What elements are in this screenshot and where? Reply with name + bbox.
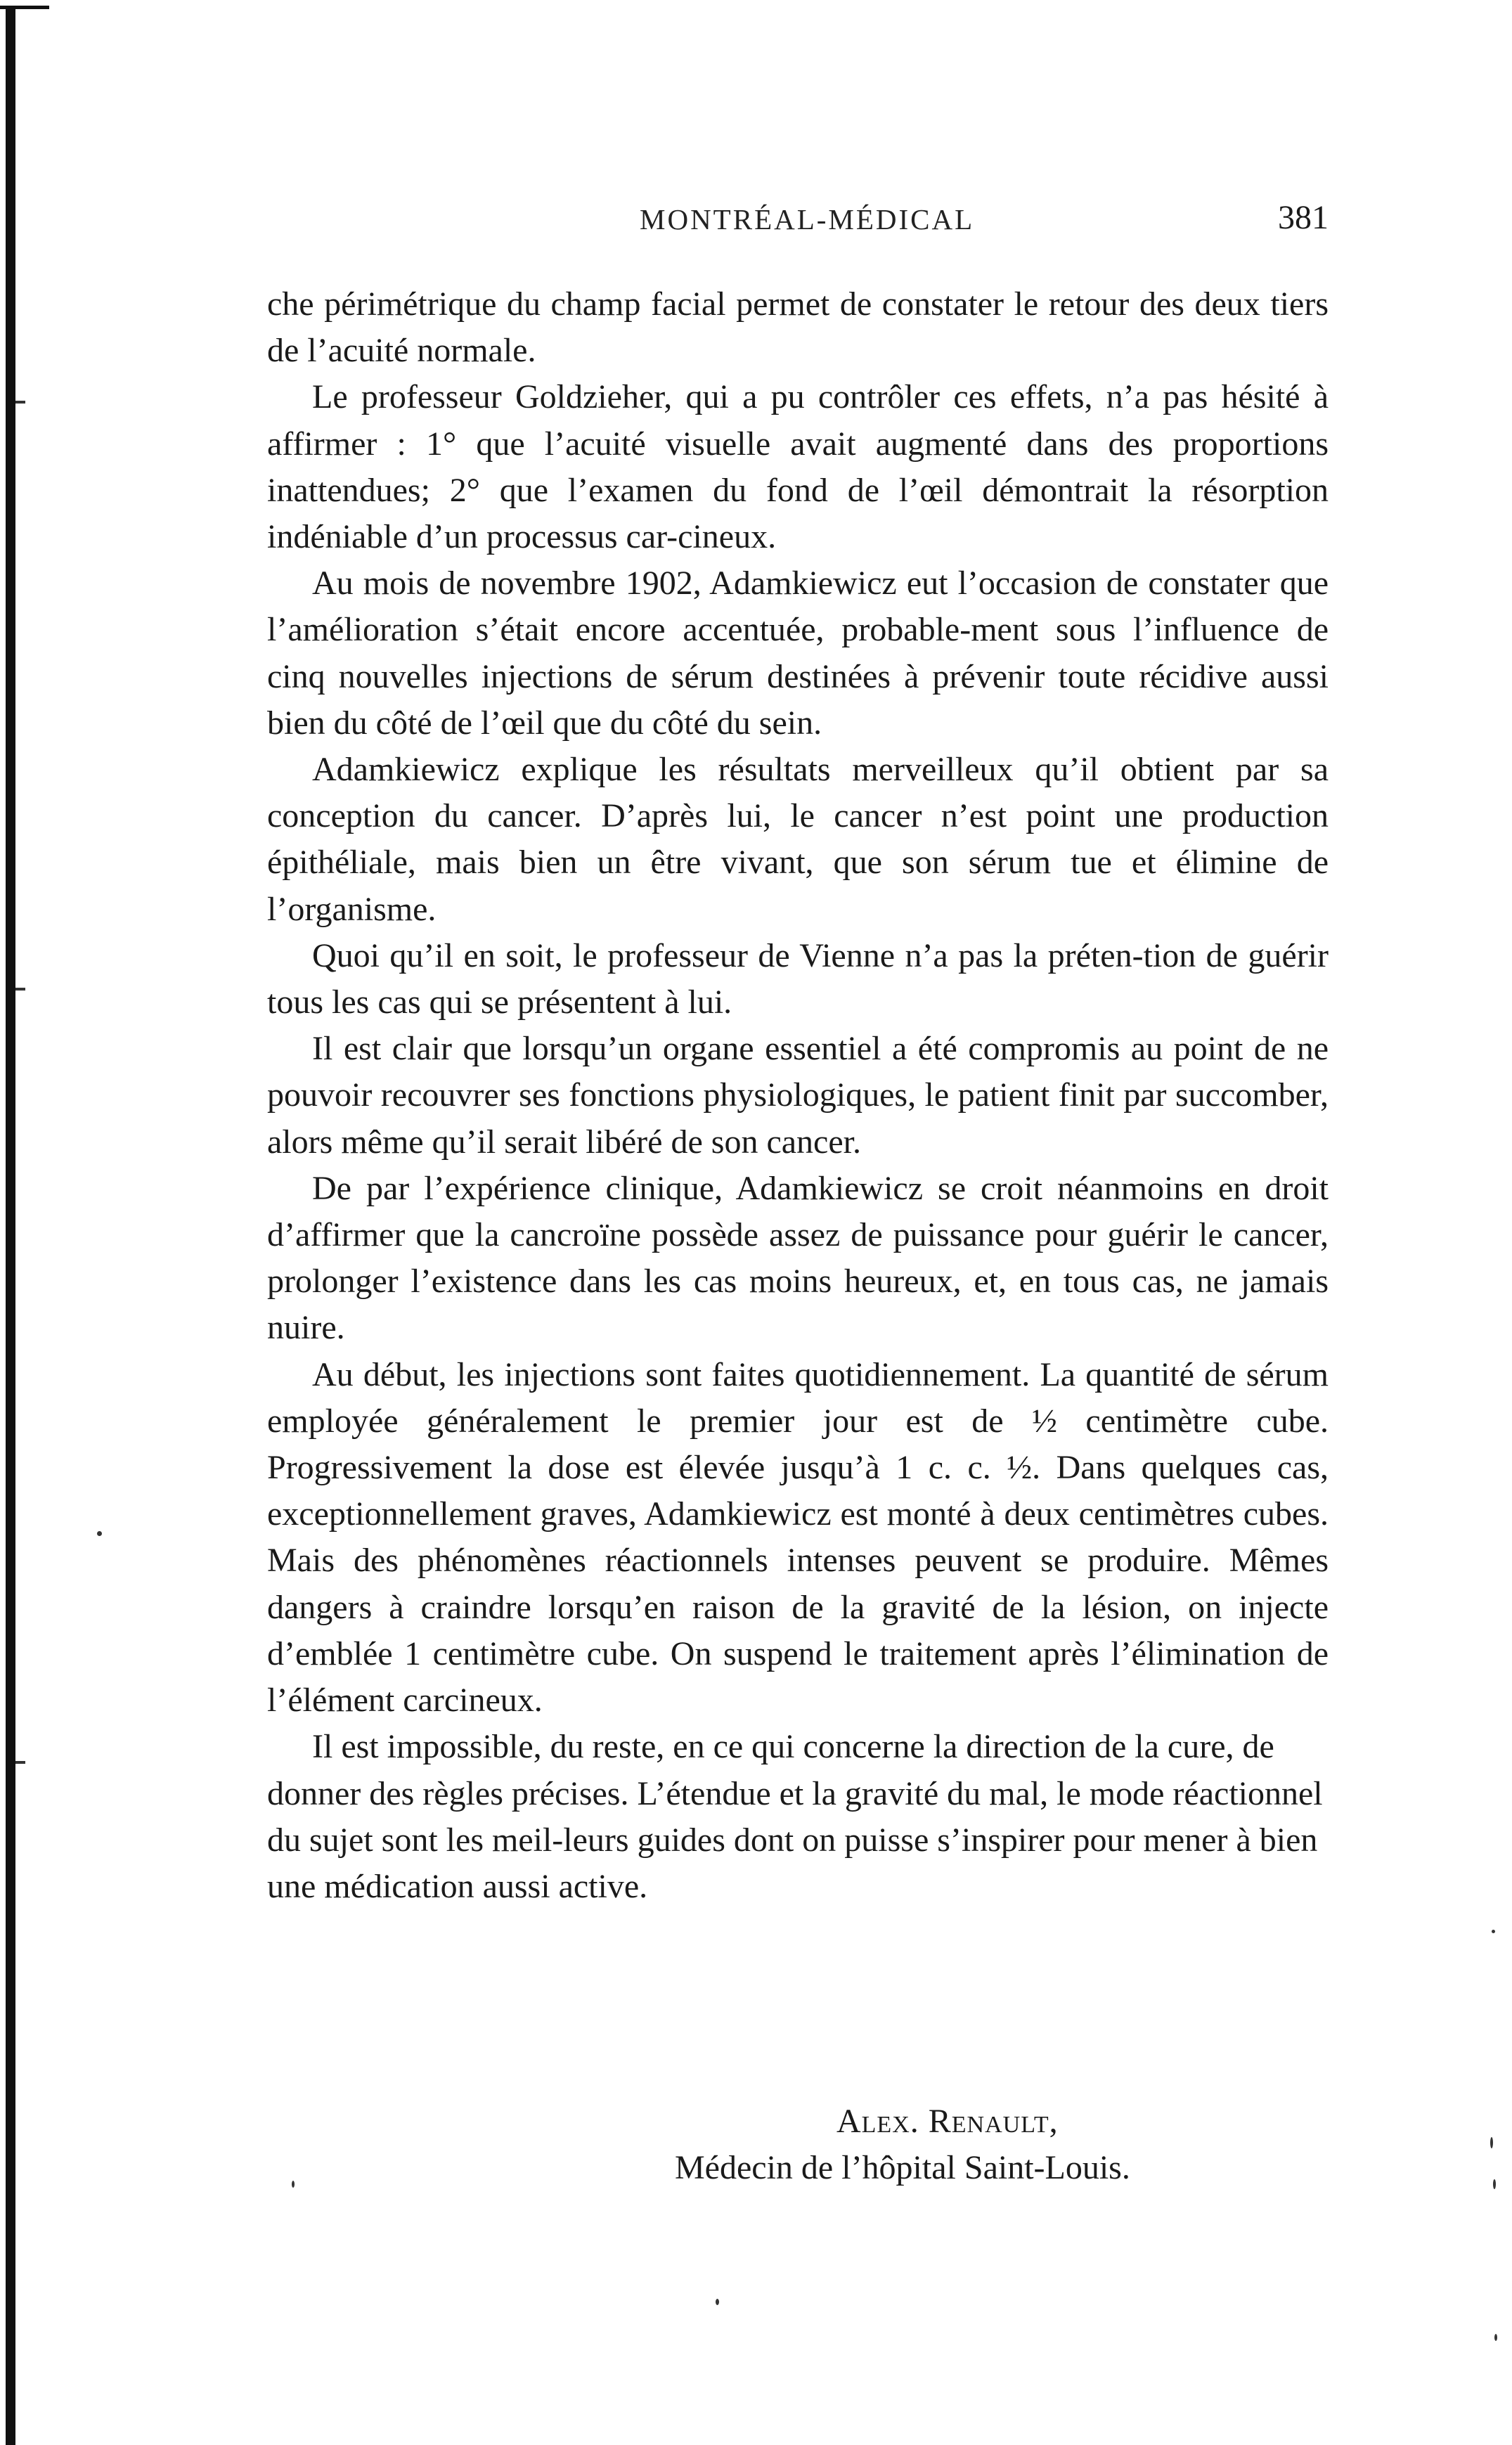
binding-mark — [15, 988, 25, 991]
paragraph: Le professeur Goldzieher, qui a pu contrôler ces effets, n’a pas hésité à affirmer : 1° que l’acuité visuelle avait augmenté dans des proportions inattendues; 2° que l’examen du fond de l’œil démontrait la résorption indéniable d’un processus car-cineux. — [267, 378, 1329, 556]
signature-block — [675, 2098, 1329, 2191]
paragraph: Il est impossible, du reste, en ce qui concerne la direction de la cure, de donner des règles précises. L’étendue et la gravité du mal, le mode réactionnel du sujet sont les meil-leurs guides dont on puisse s’inspirer pour mener à bien une médication aussi active. — [267, 1728, 1323, 1905]
scan-speck — [1493, 2179, 1496, 2189]
paragraph: Quoi qu’il en soit, le professeur de Vienne n’a pas la préten-tion de guérir tous les cas qui se présentent à lui. — [267, 936, 1329, 1021]
binding-edge — [6, 6, 15, 2445]
scan-speck — [1494, 2334, 1497, 2341]
binding-mark — [15, 401, 25, 404]
body-text — [267, 281, 1329, 1910]
page-number: 381 — [1278, 199, 1329, 236]
scan-speck — [716, 2299, 719, 2305]
scan-speck — [1492, 1930, 1495, 1933]
author-name: Alex. Renault, — [836, 2103, 1059, 2140]
author-title: Médecin de l’hôpital Saint-Louis. — [675, 2149, 1130, 2186]
paragraph: Au mois de novembre 1902, Adamkiewicz eut l’occasion de constater que l’amélioration s’était encore accentuée, probable-ment sous l’influence de cinq nouvelles injections de sérum destinées à prévenir toute récidive aussi bien du côté de l’œil que du côté du sein. — [267, 565, 1329, 742]
page-header — [267, 198, 1329, 240]
scan-speck — [1490, 2137, 1493, 2148]
paragraph: Au début, les injections sont faites quotidiennement. La quantité de sérum employée généralement le premier jour est de ½ centimètre cube. Progressivement la dose est élevée jusqu’à 1 c. c. ½. Dans quelques cas, exceptionnellement graves, Adamkiewicz est monté à deux centimètres cubes. Mais des phénomènes réactionnels intenses peuvent se produire. Mêmes dangers à craindre lorsqu’en raison de la gravité de la lésion, on injecte d’emblée 1 centimètre cube. On suspend le traitement après l’élimination de l’élément carcineux. — [267, 1355, 1329, 1720]
scan-speck — [292, 2181, 295, 2188]
paragraph: De par l’expérience clinique, Adamkiewicz se croit néanmoins en droit d’affirmer que la cancroïne possède assez de puissance pour guérir le cancer, prolonger l’existence dans les cas moins heureux, et, en tous cas, ne jamais nuire. — [267, 1169, 1329, 1347]
paragraph: Il est clair que lorsqu’un organe essentiel a été compromis au point de ne pouvoir recouvrer ses fonctions physiologiques, le patient finit par succomber, alors même qu’il serait libéré de son cancer. — [267, 1030, 1329, 1161]
binding-mark — [15, 1761, 25, 1764]
paragraph: che périmétrique du champ facial permet de constater le retour des deux tiers de l’acuité normale. — [267, 285, 1329, 370]
running-head: MONTRÉAL-MÉDICAL — [640, 203, 975, 236]
paragraph: Adamkiewicz explique les résultats merveilleux qu’il obtient par sa conception du cancer. D’après lui, le cancer n’est point une production épithéliale, mais bien un être vivant, que son sérum tue et élimine de l’organisme. — [267, 751, 1329, 928]
scan-speck — [97, 1531, 102, 1536]
